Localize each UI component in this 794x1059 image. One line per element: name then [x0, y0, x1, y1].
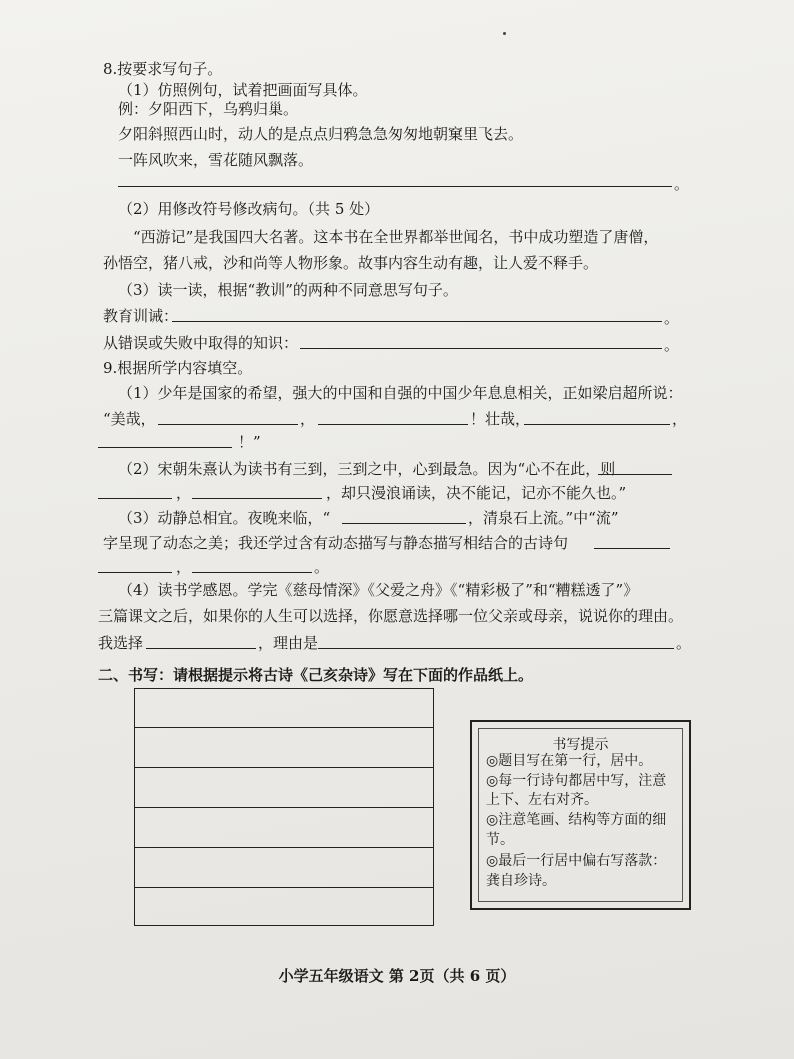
answer-blank-9-2b[interactable] [98, 498, 172, 499]
q9-title: 9.根据所学内容填空。 [103, 359, 253, 377]
comma: ， [176, 558, 192, 576]
answer-blank-9-4b[interactable] [318, 648, 674, 649]
comma: ， [176, 484, 192, 502]
answer-blank-9-3b[interactable] [594, 548, 670, 549]
period-mark: 。 [664, 309, 680, 327]
q8-p2-instruction: （2）用修改符号修改病句。（共 5 处） [118, 200, 380, 218]
q8-p1-instruction: （1）仿照例句，试着把画面写具体。 [118, 81, 368, 99]
tips-line: 龚自珍诗。 [486, 873, 556, 889]
q8-p1-prompt: 一阵风吹来，雪花随风飘落。 [118, 151, 314, 169]
q9-p4-line3-b: ，理由是 [258, 634, 319, 652]
comma: ， [300, 410, 316, 428]
comma: ， [672, 410, 688, 428]
answer-blank-9-3c[interactable] [98, 572, 172, 573]
answer-blank-9-1c[interactable] [524, 424, 670, 425]
writing-row-divider [135, 887, 433, 888]
period-mark: 。 [664, 336, 680, 354]
q8-p1-example-expanded: 夕阳斜照西山时，动人的是点点归鸦急急匆匆地朝窠里飞去。 [118, 125, 524, 143]
q9-p3-line1-b: ，清泉石上流。”中“流” [468, 509, 619, 527]
q8-p1-example: 例：夕阳西下，乌鸦归巢。 [118, 100, 299, 118]
stray-mark [503, 32, 506, 35]
tips-line: ◎题目写在第一行，居中。 [486, 753, 653, 769]
period-mark: 。 [674, 175, 690, 193]
writing-row-divider [135, 727, 433, 728]
tips-line: ◎最后一行居中偏右写落款： [486, 853, 667, 869]
tips-line: ◎每一行诗句都居中写，注意 [486, 773, 667, 789]
period-mark: 。 [676, 634, 692, 652]
answer-blank-9-2a[interactable] [598, 474, 672, 475]
writing-row-divider [135, 767, 433, 768]
answer-line-8-3a[interactable] [172, 321, 662, 322]
q9-p4-line2: 三篇课文之后，如果你的人生可以选择，你愿意选择哪一位父亲或母亲，说说你的理由。 [98, 607, 684, 625]
answer-blank-9-3a[interactable] [342, 523, 466, 524]
page-footer: 小学五年级语文 第 2页（共 6 页） [278, 967, 516, 985]
q9-p1-end: ！” [238, 433, 261, 451]
q9-p1-quote-open: “美哉， [103, 410, 156, 428]
section2-title: 二、书写：请根据提示将古诗《己亥杂诗》写在下面的作品纸上。 [98, 666, 534, 684]
q8-p3-instruction: （3）读一读，根据“教训”的两种不同意思写句子。 [118, 281, 458, 299]
answer-blank-9-1d[interactable] [98, 447, 232, 448]
q9-p4-line3-a: 我选择 [98, 634, 144, 652]
writing-paper[interactable] [134, 688, 434, 926]
tips-title: 书写提示 [552, 737, 609, 753]
answer-blank-9-1a[interactable] [158, 424, 298, 425]
writing-row-divider [135, 847, 433, 848]
tips-line: 上下、左右对齐。 [486, 792, 598, 808]
q9-p1-excl: ！壮哉， [470, 410, 531, 428]
q9-p2-line2-tail: ，却只漫浪诵读，决不能记，记亦不能久也。” [326, 484, 627, 502]
q8-p2-text-line1: “西游记”是我国四大名著。这本书在全世界都举世闻名，书中成功塑造了唐僧， [133, 228, 659, 246]
q9-p3-line1-a: （3）动静总相宜。夜晚来临，“ [118, 509, 331, 527]
q9-p4-line1: （4）读书学感恩。学完《慈母情深》《父爱之舟》《“精彩极了”和“糟糕透了”》 [118, 581, 639, 599]
answer-line-8-1[interactable] [118, 186, 672, 187]
writing-tips-box [470, 720, 691, 910]
q8-p3-meaning2: 从错误或失败中取得的知识： [103, 334, 299, 352]
writing-row-divider [135, 807, 433, 808]
answer-blank-9-3d[interactable] [192, 572, 312, 573]
q9-p2-line1: （2）宋朝朱熹认为读书有三到，三到之中，心到最急。因为“心不在此，则 [118, 460, 616, 478]
answer-line-8-3b[interactable] [300, 348, 662, 349]
tips-line: ◎注意笔画、结构等方面的细 [486, 812, 667, 828]
answer-blank-9-4a[interactable] [146, 648, 256, 649]
q9-p3-line2: 字呈现了动态之美；我还学过含有动态描写与静态描写相结合的古诗句 [103, 534, 569, 552]
answer-blank-9-2c[interactable] [192, 498, 322, 499]
q8-p3-meaning1: 教育训诫： [103, 307, 179, 325]
period-mark: 。 [314, 558, 330, 576]
q9-p1-line1: （1）少年是国家的希望，强大的中国和自强的中国少年息息相关，正如梁启超所说： [118, 384, 683, 402]
tips-line: 节。 [486, 832, 514, 848]
q8-title: 8.按要求写句子。 [103, 60, 223, 78]
q8-p2-text-line2: 孙悟空，猪八戒，沙和尚等人物形象。故事内容生动有趣，让人爱不释手。 [103, 254, 599, 272]
answer-blank-9-1b[interactable] [318, 424, 468, 425]
